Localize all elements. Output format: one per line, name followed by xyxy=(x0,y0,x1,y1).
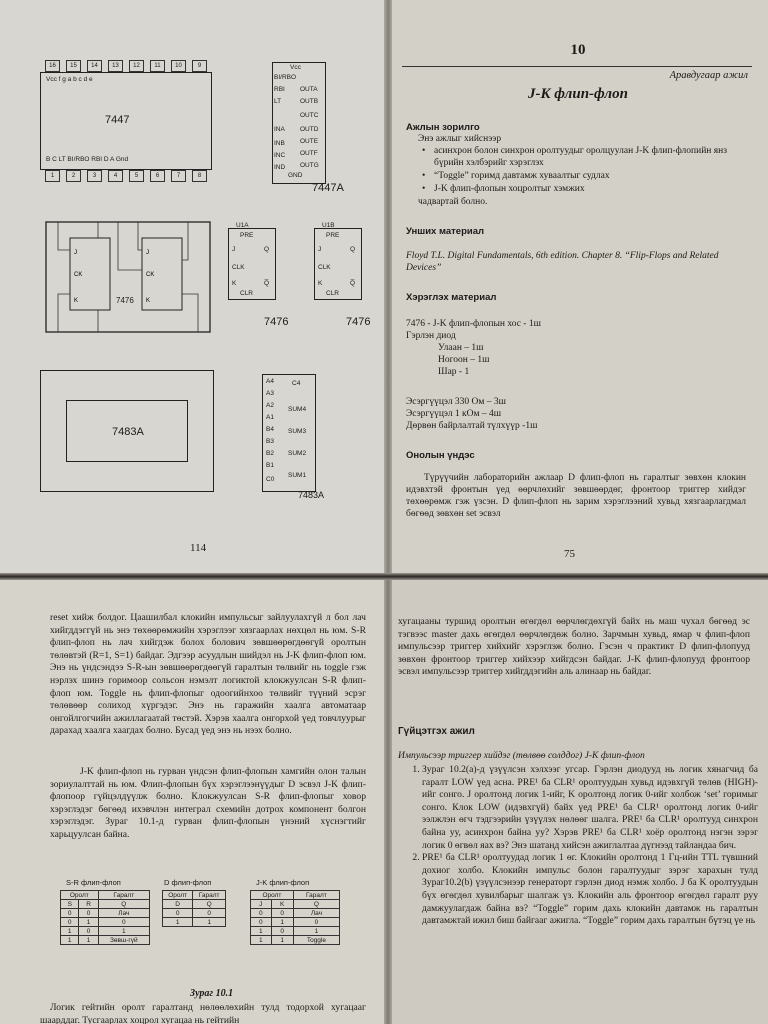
output-label: SUM1 xyxy=(288,472,307,479)
q-label: Q xyxy=(350,246,356,253)
chip-7447-bottom-pins xyxy=(45,170,207,182)
pin: 7 xyxy=(171,170,186,182)
pin: 10 xyxy=(171,60,186,72)
chip-7447-top-pins xyxy=(45,60,207,72)
vcc-label: Vcc xyxy=(290,64,301,71)
cell: Q xyxy=(293,900,339,909)
svg-text:J: J xyxy=(74,250,77,256)
chip-7447a-label: 7447A xyxy=(312,182,344,194)
pin: 12 xyxy=(129,60,144,72)
input-label: INA xyxy=(274,126,285,133)
goal-outro: чадвартай болно. xyxy=(418,197,488,207)
clk-label: CLK xyxy=(318,264,331,271)
materials-heading: Хэрэглэх материал xyxy=(406,292,497,303)
pin: 5 xyxy=(129,170,144,182)
input-label: BI/RBO xyxy=(274,74,297,81)
input-label: B1 xyxy=(266,462,274,469)
cell: J xyxy=(251,900,272,909)
pin: 3 xyxy=(87,170,102,182)
goal-item: • “Toggle” горимд давтамж хуваалтыг судлах xyxy=(434,170,734,182)
page-number: 114 xyxy=(190,542,207,554)
material-item: Ногоон – 1ш xyxy=(438,355,490,365)
cell: 0 xyxy=(293,918,339,927)
j-label: J xyxy=(232,246,236,253)
paragraph: хугацааны туршид оролтын өгөгдөл өөрчлөгдөхгүй байх нь маш чухал бөгөөд эс тэгвээс master дахь өгөгдөл өөрчлөгдөж болно. Зарчмын хувьд, ямар ч флип-флоп импульсээр триггер хийхийг хэрэглэж болно. Гэсэн ч практикт D флип-флопууд зөвхөн фронтоор триггер хийхээр хийгдсэн байдаг. J-K флип-флопууд фронтоор эсвэл импульсээр триггер хийгддэгийн аль алинаар нь байдаг. xyxy=(398,616,750,678)
table-jk-caption: J-K флип-флоп xyxy=(256,878,310,887)
header-cell: Гаралт xyxy=(293,891,339,900)
svg-text:CK: CK xyxy=(74,272,83,278)
paragraph: reset хийж болдог. Цаашилбал клокийн импульсыг зайлуулахгүй л бол лач хийгддэггүй нь энэ төхөөрөмжийн хэрэглээг хязгаарлах нөхцөл нь юм. S-R флип-флоп нь лач хийгдэж болох болович зөвшөөрөгдөөгүй оролтын төлөвтэй (R=1, S=1) байдаг. Эдгээр асуудлын шийдэл нь J-K флип-флоп юм. Энэ нь үндсэндээ S-R-ын зөвшөөрөгдөөгүй гаралтын төлвийг нь toggle гэж нэрлэх шинэ горимоор сольсон нэмэлт логиктой клокжуулсан S-R флип-флоп юм. Toggle нь флип-флопыг одоогийнхоо төлвийг түүний эсрэг төлөвөөр солиход хүргэдэг. Энэ нь гаражийн хаалга автоматаар онгойлгогчийн ажиллагаатай төстэй. Хэрэв хаалга онгорхой үед товчлуурыг дарахад хаалга хаагдах болно. Бусад үед энэ нь нээх болно. xyxy=(50,612,366,737)
output-label: SUM3 xyxy=(288,428,307,435)
output-label: OUTA xyxy=(300,86,318,93)
svg-text:K: K xyxy=(146,298,151,304)
table-d-caption: D флип-флоп xyxy=(164,878,212,887)
cell: 0 xyxy=(98,918,149,927)
pin: 6 xyxy=(150,170,165,182)
cell: 1 xyxy=(61,936,79,945)
k-label: K xyxy=(318,280,323,287)
cell: 1 xyxy=(293,927,339,936)
cell: 0 xyxy=(251,918,272,927)
input-label: B3 xyxy=(266,438,274,445)
reading-text: Floyd T.L. Digital Fundamentals, 6th edition. Chapter 8. “Flip-Flops and Related Devices” xyxy=(406,251,719,273)
cell: 0 xyxy=(251,909,272,918)
cell: Лач xyxy=(293,909,339,918)
output-label: C4 xyxy=(292,380,301,387)
chip-7476-dip-label: 7476 xyxy=(116,296,134,305)
pin: 4 xyxy=(108,170,123,182)
paragraph: Логик гейтийн оролт гаралтанд нөлөөлөхийн тулд тодорхой хугацааг шаарддаг. Тусгаарлах хоцрол хугацаа нь гейтийн xyxy=(40,1002,366,1024)
input-label: A2 xyxy=(266,402,274,409)
j-label: J xyxy=(318,246,322,253)
output-label: OUTB xyxy=(300,98,319,105)
flipflop-u1b-label: U1B xyxy=(322,222,335,229)
page-title: J-K флип-флоп xyxy=(528,86,628,102)
pin: 8 xyxy=(192,170,207,182)
table-sr-caption: S-R флип-флоп xyxy=(66,878,121,887)
cell: 0 xyxy=(193,909,226,918)
cell: S xyxy=(61,900,79,909)
material-item: Эсэргүүцэл 330 Ом – 3ш xyxy=(406,397,506,407)
cell: 1 xyxy=(79,918,98,927)
pin: 13 xyxy=(108,60,123,72)
pin: 1 xyxy=(45,170,60,182)
input-label: INB xyxy=(274,140,285,147)
output-label: SUM2 xyxy=(288,450,307,457)
pin: 11 xyxy=(150,60,165,72)
book-gutter xyxy=(384,0,392,1024)
section-label: Аравдугаар ажил xyxy=(669,70,748,81)
input-label: IND xyxy=(274,164,286,171)
input-label: LT xyxy=(274,98,282,105)
table-jk xyxy=(250,890,340,945)
chip-7483a-label: 7483A xyxy=(298,490,325,500)
chip-7483a-dip-label: 7483A xyxy=(112,426,144,438)
cell: 0 xyxy=(61,918,79,927)
cell: 1 xyxy=(79,936,98,945)
output-label: OUTF xyxy=(300,150,318,157)
k-label: K xyxy=(232,280,237,287)
material-item: Дөрвөн байрлалтай түлхүүр -1ш xyxy=(406,421,538,431)
page-75 xyxy=(388,0,768,575)
cell: 0 xyxy=(271,909,293,918)
output-label: OUTE xyxy=(300,138,319,145)
pin: 2 xyxy=(66,170,81,182)
input-label: RBI xyxy=(274,86,285,93)
chip-7476-label-a: 7476 xyxy=(264,316,289,328)
pin: 15 xyxy=(66,60,81,72)
goal-item: • J-K флип-флопын хоцролтыг хэмжих xyxy=(434,183,734,195)
page-number: 75 xyxy=(564,548,575,560)
pin: 14 xyxy=(87,60,102,72)
svg-text:CK: CK xyxy=(146,272,155,278)
table-d xyxy=(162,890,226,927)
output-label: SUM4 xyxy=(288,406,307,413)
qbar-label: Q̅ xyxy=(264,280,270,287)
input-label: B4 xyxy=(266,426,274,433)
gnd-label: GND xyxy=(288,172,303,179)
cell: 1 xyxy=(251,936,272,945)
figure-caption: Зураг 10.1 xyxy=(190,988,234,999)
pin: 16 xyxy=(45,60,60,72)
chip-7447-top-signals: Vcc f g a b c d e xyxy=(46,76,93,83)
material-item: 7476 - J-K флип-флопын хос - 1ш xyxy=(406,319,541,329)
flipflop-u1a-label: U1A xyxy=(236,222,249,229)
cell: 0 xyxy=(79,909,98,918)
page-bottom-right xyxy=(384,578,768,1024)
cell: 1 xyxy=(271,918,293,927)
input-label: C0 xyxy=(266,476,275,483)
cell: Toggle xyxy=(293,936,339,945)
clr-label: CLR xyxy=(240,290,254,297)
paragraph: J-K флип-флоп нь гурван үндсэн флип-флопын хамгийн олон талын зориулалттай нь юм. Флип-флопын бүх хэрэглээнүүдыг D эсвэл J-K флип-флопоор гүйцэлдүүлж болно. Клокжуулсан S-R флип-флопыг ховор хэрэглэдэг бөгөөд ихэвчлэн интеграл схемийн дотрох компонент болгон хэрэглэдэг. Зураг 10.1-д гурван флип-флопын үнэний хүснэгтийг харьцуулсан байна. xyxy=(50,766,366,840)
clk-label: CLK xyxy=(232,264,245,271)
chip-7447-bottom-signals: B C LT BI/RBO RBI D A Gnd xyxy=(46,156,129,163)
work-subtitle: Импульсээр триггер хийдэг (төлвөө солддог) J-K флип-флоп xyxy=(398,750,645,761)
chip-7476-dip-diagram xyxy=(38,210,218,350)
table-sr xyxy=(60,890,150,945)
cell: 1 xyxy=(61,927,79,936)
goal-intro: Энэ ажлыг хийснээр xyxy=(418,134,502,144)
steps-list xyxy=(404,764,758,928)
material-item: Эсэргүүцэл 1 кОм – 4ш xyxy=(406,409,502,419)
cell: 1 xyxy=(193,918,226,927)
output-label: OUTD xyxy=(300,126,319,133)
cell: 0 xyxy=(271,927,293,936)
clr-label: CLR xyxy=(326,290,340,297)
page-114 xyxy=(0,0,388,575)
input-label: INC xyxy=(274,152,286,159)
svg-text:K: K xyxy=(74,298,79,304)
goal-item: • асинхрон болон синхрон оролтуудыг оролцуулан J-K флип-флопийн янз бүрийн хэлбэрийг хэрэглэх xyxy=(434,145,734,169)
header-cell: Оролт xyxy=(163,891,193,900)
chip-7447-label: 7447 xyxy=(105,114,130,126)
cell: Зөвш-гүй xyxy=(98,936,149,945)
qbar-label: Q̅ xyxy=(350,280,356,287)
work-heading: Гүйцэтгэх ажил xyxy=(398,726,475,737)
theory-text: Түрүүчийн лабораторийн ажлаар D флип-флоп нь гаралтыг зөвхөн клокин идэвхтэй фронтын үед өөрчлөхийг зөвшөөрдөг, фронтоор триггер хийдэг төхөөрөмж гэж үзсэн. D флип-флоп нь зарим хэрэглээний хувьд хязгаарлагдмал бөгөөд зөвхөн set эсвэл xyxy=(406,473,746,519)
cell: 0 xyxy=(79,927,98,936)
input-label: B2 xyxy=(266,450,274,457)
pin: 9 xyxy=(192,60,207,72)
cell: Лач xyxy=(98,909,149,918)
reading-heading: Унших материал xyxy=(406,226,485,237)
scan-split xyxy=(0,573,768,580)
pre-label: PRE xyxy=(326,232,340,239)
list-item: 1. Зураг 10.2(а)-д үзүүлсэн хэлхээг угсар. Гэрлэн диодууд нь логик хянагчид ба гаралт LOW үед асна. PRE¹ ба CLR¹ оролтуудын хувьд идэвхгүй төлөв (HIGH)-ийг сонго. J оролтонд логик 1-ийг, K оролтонд логик 0-ийг холбож ‘set’ горимыг сонго. Клок LOW (идэвхгүй) байх үед PRE¹ ба CLR¹ оролтонд логик 0-ийг ээлжлэн өгч тэдгээрийн үзүүлэх нөлөөг шалга. PRE¹ ба CLR¹ оролтууд синхрон байна уу, асинхрон байна уу? Хэрэв PRE¹ ба CLR¹ хоёр оролтонд нэгэн зэрэг логик 0 өгвөл яах вэ? Энэ шатанд хийсэн ажиглалтаа дүгнээд тайландаа бич. xyxy=(422,764,758,852)
cell: R xyxy=(79,900,98,909)
material-item: Гэрлэн диод xyxy=(406,331,456,341)
cell: 1 xyxy=(163,918,193,927)
chapter-number: 10 xyxy=(570,42,586,58)
input-label: A4 xyxy=(266,378,274,385)
pre-label: PRE xyxy=(240,232,254,239)
output-label: OUTG xyxy=(300,162,319,169)
svg-text:J: J xyxy=(146,250,149,256)
cell: 1 xyxy=(271,936,293,945)
material-item: Улаан – 1ш xyxy=(438,343,484,353)
chip-7476-label-b: 7476 xyxy=(346,316,371,328)
cell: K xyxy=(271,900,293,909)
cell: 1 xyxy=(251,927,272,936)
header-cell: Гаралт xyxy=(193,891,226,900)
cell: Q xyxy=(193,900,226,909)
material-item: Шар - 1 xyxy=(438,367,470,377)
header-cell: Оролт xyxy=(61,891,99,900)
header-cell: Оролт xyxy=(251,891,294,900)
theory-heading: Онолын үндэс xyxy=(406,450,475,461)
cell: Q xyxy=(98,900,149,909)
cell: 1 xyxy=(98,927,149,936)
input-label: A3 xyxy=(266,390,274,397)
header-rule xyxy=(402,66,752,67)
output-label: OUTC xyxy=(300,112,319,119)
cell: D xyxy=(163,900,193,909)
page-bottom-left xyxy=(0,578,384,1024)
goal-heading: Ажлын зорилго xyxy=(406,122,480,133)
cell: 0 xyxy=(163,909,193,918)
input-label: A1 xyxy=(266,414,274,421)
list-item: 2. PRE¹ ба CLR¹ оролтуудад логик 1 өг. Клокийн оролтонд 1 Гц-ийн TTL түвшний дохиог холбо. Клокийн импульс болон гаралтуудыг зэрэг харахын тулд Зураг10.2(b) үзүүлсэнээр генераторт гэрлэн диод нэмж холбо. J ба K оролтуудын бүх өгөгдөл хувилбарыг шалгаж үз. Клокийн аль фронтоор өгөгдөл гаралт руу дамжуулагдаж байна вэ? “Toggle” горим дахь клокийн давтамж нь гаралтын давтамжтай ижил биш байгааг ажигла. “Toggle” горим дахь гаралтын бүтэц үе нь xyxy=(422,852,758,928)
cell: 0 xyxy=(61,909,79,918)
q-label: Q xyxy=(264,246,270,253)
header-cell: Гаралт xyxy=(98,891,149,900)
